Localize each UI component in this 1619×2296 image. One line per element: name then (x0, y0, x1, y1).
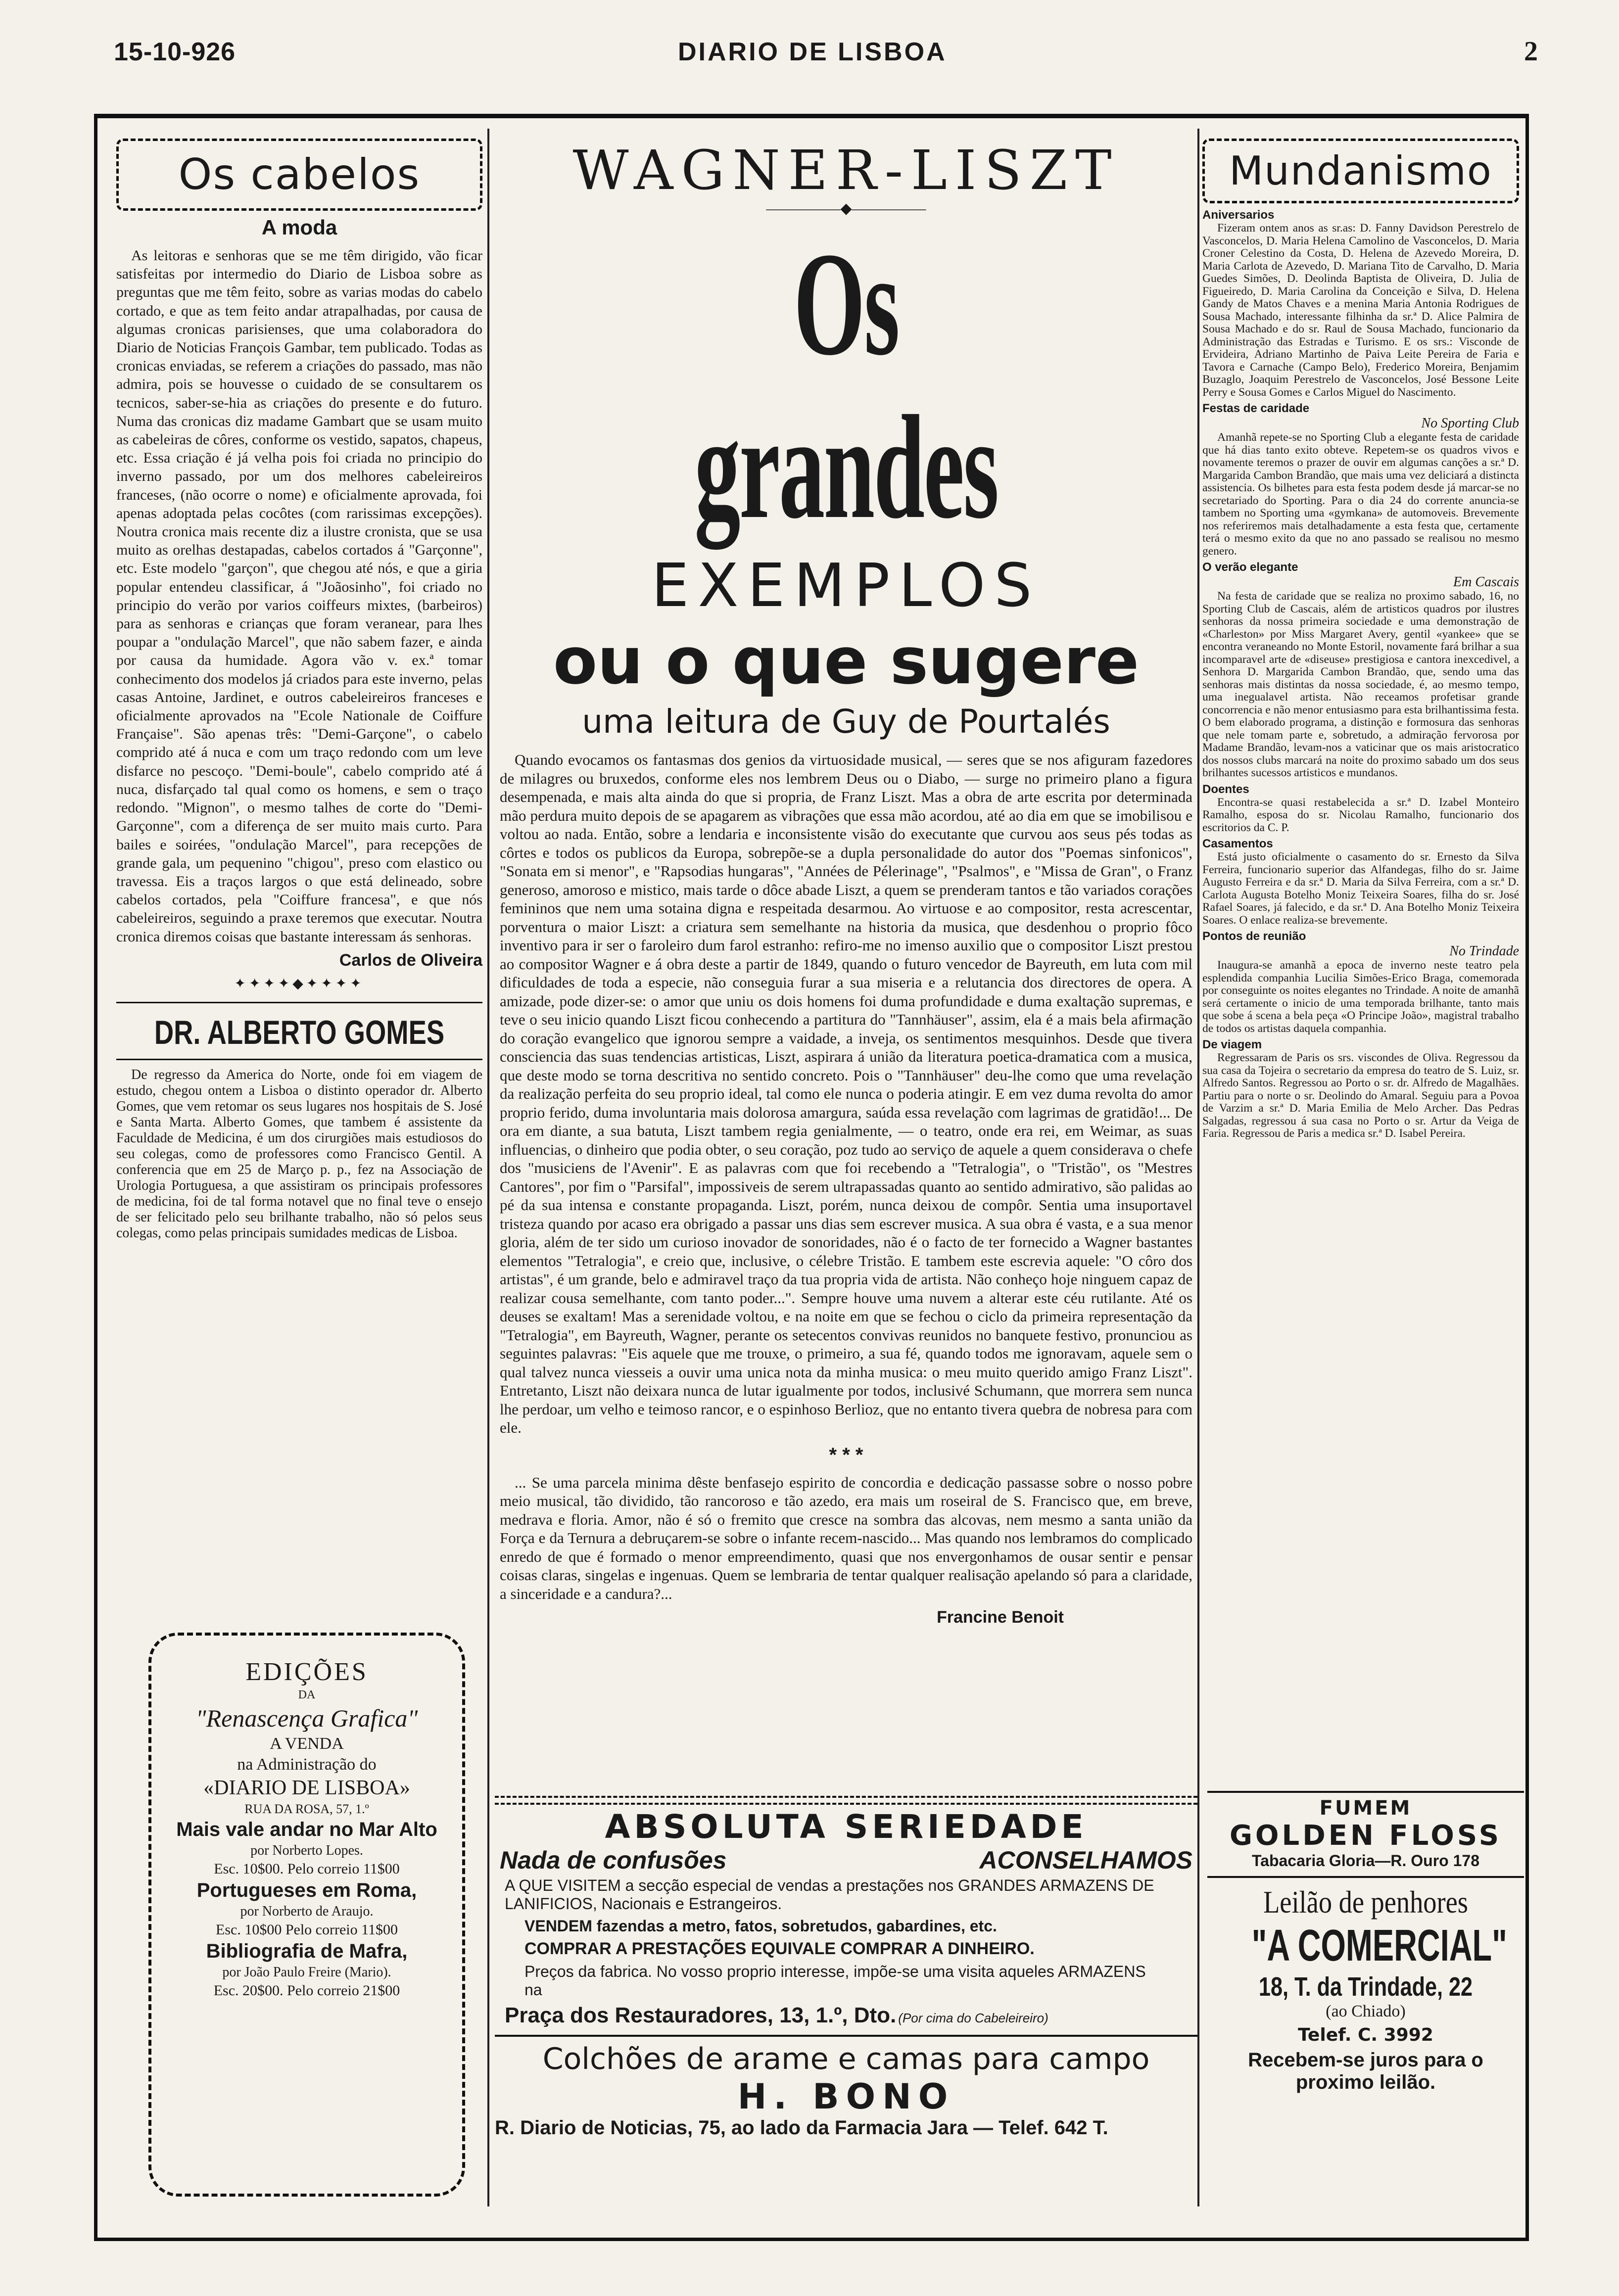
ad-address: R. Diario de Noticias, 75, ao lado da Farmacia Jara — Telef. 642 T. (495, 2117, 1108, 2139)
ad-text: na Administração do (237, 1755, 377, 1774)
ad-brand: "A COMERCIAL" (1251, 1921, 1507, 1970)
ad-price: Esc. 20$00. Pelo correio 21$00 (213, 1982, 400, 1999)
ad-headline: ABSOLUTA SERIEDADE (605, 1808, 1088, 1846)
ad-address: Praça dos Restauradores, 13, 1.º, Dto. (505, 2003, 897, 2027)
ad-text: RUA DA ROSA, 57, 1.º (244, 1802, 369, 1816)
ad-line (495, 1846, 1197, 1874)
section-subhead-italic: No Trindade (1449, 943, 1519, 959)
divider (495, 2035, 1197, 2037)
left-column (116, 129, 482, 1241)
section-break: * * * (829, 1444, 863, 1466)
article-body: De regresso da America do Norte, onde foi em viagem de estudo, chegou ontem a Lisboa o distinto operador dr. Alberto Gomes, que vem retomar os seus lugares nos hospitais de S. José e Santa Marta. Alberto Gomes, que tambem é assistente da Faculdade de Medicina, é um dos cirurgiões mais estudiosos do seu colegas, como de professores como Francisco Gentil. A conferencia que em 25 de Março p. p., fez na Associação de Urologia Portuguesa, a que assistiram os principais professores de medicina, foi de tal forma notavel que no final teve o ensejo de ser felicitado pelo seu brilhante trabalho, não só pelos seus colegas, como pelas principais sumidades medicas de Lisboa. (116, 1067, 482, 1241)
ad-book-title: Portugueses em Roma, (196, 1879, 417, 1901)
divider (1207, 1876, 1524, 1878)
ad-text: A VENDA (270, 1734, 344, 1753)
ad-phone: Telef. C. 3992 (1298, 2025, 1433, 2045)
ad-text: Preços da fabrica. No vosso proprio interesse, impõe-se uma visita aqueles ARMAZENS na (524, 1963, 1146, 1999)
ad-address: 18, T. da Trindade, 22 (1258, 1972, 1473, 2002)
page-number: 2 (1524, 36, 1538, 67)
article-author: Francine Benoit (937, 1608, 1064, 1627)
section-subhead-italic: No Sporting Club (1421, 416, 1519, 431)
article-body: Está justo oficialmente o casamento do sr. Ernesto da Silva Ferreira, funcionario superior das Alfandegas, filho do sr. Jaime Augusto Ferreira e da sr.ª D. Maria da Silva Ferreira, com a sr.ª D. Carlota Augusta Botelho Moniz Teixeira Soares, filha do sr. José Rafael Soares, já falecido, e da sr.ª D. Ana Botelho Moniz Teixeira Soares. O enlace realiza-se brevemente. (1202, 850, 1519, 927)
ad-text: VENDEM fazendas a metro, fatos, sobretudos, gabardines, etc. (524, 1917, 997, 1935)
ad-text: por Norberto de Araujo. (240, 1904, 374, 1919)
article-body: Inaugura-se amanhã a epoca de inverno neste teatro pela esplendida companhia Lucilia Simões-Erico Braga, comemorada por conseguinte os noites elegantes no Trindade. A noite de amanhã será certamente o inicio de uma temporada brilhante, tanto mais que sobe á scena a bela peça «O Principe João», magistral trabalho de todos os artistas daquela companhia. (1202, 959, 1519, 1035)
article-kicker: WAGNER-LISZT (572, 139, 1120, 202)
ad-text: «DIARIO DE LISBOA» (203, 1777, 410, 1799)
ad-text: ACONSELHAMOS (979, 1846, 1192, 1874)
section-subhead-italic: Em Cascais (1453, 574, 1519, 590)
divider (116, 1059, 482, 1060)
ad-text: COMPRAR A PRESTAÇÕES EQUIVALE COMPRAR A DINHEIRO. (524, 1939, 1035, 1958)
article-body: Regressaram de Paris os srs. viscondes de Oliva. Regressou da sua casa da Tojeira o secretario da empresa do teatro de S. Luiz, sr. Alfredo Santos. Regressou ao Porto o sr. dr. Alfredo de Magalhães. Partiu para o norte o sr. Deolindo do Amaral. Seguiu para a Povoa de Varzim a sr.ª D. Maria Emilia de Melo Archer. Das Pedras Salgadas, regressou á sua casa no Porto o sr. Artur da Veiga de Faria. Regressou de Paris a medica sr.ª D. Isabel Pereira. (1202, 1051, 1519, 1140)
section-subhead: Festas de caridade (1202, 402, 1310, 415)
ad-price: Esc. 10$00 Pelo correio 11$00 (216, 1921, 398, 1938)
column-rule-left (487, 129, 489, 2206)
article-author: Carlos de Oliveira (339, 950, 482, 970)
right-column (1202, 129, 1519, 1140)
article-body: Na festa de caridade que se realiza no proximo sabado, 16, no Sporting Club de Cascais, além de artisticos quadros por ilustres senhoras da nossa primeira sociedade e uma demonstração de «Charleston» por Miss Margaret Avery, gentil «yankee» que se encontra veraneando no Monte Estoril, novamente fará brilhar a sua incomparavel arte de «diseuse» prestigiosa e cantora inexcedivel, a Senhora D. Margarida Cambon Brandão, que, sendo uma das senhoras mais distintas da nossa sociedade, é, ao mesmo tempo, uma inegualavel artista. Não receamos profetisar grande concorrencia e não menor entusiasmo para esta brilhantissima festa. O bem elaborado programa, a distinção e formosura das senhoras que nele tomam parte e, sobretudo, a admiração fervorosa por Madame Brandão, levam-nos a vaticinar que os mais aristocratico dos nossos clubs marcará na noite do proximo sabado um dos seus brilhantes sucessos artisticos e mundanos. (1202, 590, 1519, 779)
section-title: Mundanismo (1229, 148, 1492, 194)
ad-absoluta-seriedade (495, 1796, 1197, 2139)
ad-text: (ao Chiado) (1326, 2002, 1406, 2020)
ad-text: por João Paulo Freire (Mario). (222, 1965, 391, 1980)
section-box-mundanismo (1202, 139, 1519, 203)
section-subhead: Pontos de reunião (1202, 930, 1306, 943)
ad-address: Tabacaria Gloria—R. Ouro 178 (1251, 1852, 1479, 1870)
ad-text: Colchões de arame e camas para campo (542, 2042, 1150, 2076)
ad-brand: "Renascença Grafica" (195, 1704, 418, 1732)
section-title: Os cabelos (178, 150, 421, 199)
article-body: Encontra-se quasi restabelecida a sr.ª D. Izabel Monteiro Ramalho, esposa do sr. Nicolau Ramalho, funcionario dos escritorios da C. P. (1202, 796, 1519, 834)
ad-text: (Por cima do Cabeleireiro) (898, 2011, 1048, 2025)
section-subhead: Casamentos (1202, 837, 1273, 850)
column-rule-right (1197, 129, 1199, 2206)
section-box-os-cabelos (116, 139, 482, 211)
article-body: ... Se uma parcela minima dêste benfasejo espirito de concordia e dedicação passasse sobre o nosso pobre meio musical, tão dividido, tão rancoroso e tão azedo, era mais um roseiral de S. Francisco que, em breve, medrava e floria. Amor, não é só o fremito que cresce na sombra das alcovas, nem mesmo a santa união da Força e da Ternura a debruçarem-se sobre o infante recem-nascido... Mas quando nos lembramos do complicado enredo de que é formado o menor empreendimento, quasi que nos envergonhamos de ousar sentir e pensar coisas claras, singelas e ingenuas. Quem se lembraria de tentar qualquer realisação apelando só para a claridade, a sinceridade e a candura?... (500, 1473, 1192, 1602)
ad-text: A QUE VISITEM a secção especial de vendas a prestações nos GRANDES ARMAZENS DE LANIFICIOS, Nacionais e Estrangeiros. (505, 1876, 1154, 1913)
section-subhead: Doentes (1202, 782, 1249, 796)
divider (116, 1002, 482, 1003)
article-headline-3: ou o que sugere (553, 623, 1140, 699)
ad-text: por Norberto Lopes. (250, 1843, 363, 1858)
header-date: 15-10-926 (114, 38, 236, 66)
ad-headline: Leilão de penhores (1263, 1884, 1468, 1920)
divider (495, 1796, 1197, 1805)
article-body: Fizeram ontem anos as sr.as: D. Fanny Davidson Perestrelo de Vasconcelos, D. Maria Helena Camolino de Vasconcelos, D. Maria Croner Celestino da Costa, D. Helena de Azevedo Moreira, D. Maria Carlota de Azevedo, D. Mariana Tito de Carvalho, D. Maria Guedes Simões, D. Deolinda Baptista de Oliveira, D. Julia de Figueiredo, D. Maria Carolina da Conceição e Silva, D. Helena Gandy de Matos Chaves e a menina Maria Antonia Rodrigues de Sousa Machado, interessante filhinha da sr.ª D. Alice Palmira de Sousa Machado e do sr. Raul de Sousa Machado, funcionario da Administração das Estradas e Turismo. E os srs.: Visconde de Ervideira, Adriano Martinho de Paiva Leite Pereira de Faria e Tavora e Carnache (Campo Belo), Frederico Moreira, Benjamim Buzaglo, Joaquim Perestrelo de Vasconcelos, José Bessone Leite Perry e Sousa Gomes e Carlos Miguel do Nascimento. (1202, 222, 1519, 399)
article-body: As leitoras e senhoras que se me têm dirigido, vão ficar satisfeitas por intermedio do Diario de Lisboa sobre as preguntas que me têm feito, sobre as varias modas do cabelo cortado, e que as tem feito andar atrapalhadas, por causa de algumas cronicas parisienses, que uma colaboradora do Diario de Noticias François Gambar, tem publicado. Todas as cronicas enviadas, se referem a criações do passado, mas não admira, pois se houvesse o cuidado de se consultarem os tecnicos, saber-se-hia as criações do presente e do futuro. Numa das cronicas diz madame Gambart que se usam muito as cabeleiras de côres, conforme os vestido, sapatos, chapeus, etc. Essa criação é já velha pois foi criada no principio do inverno passado, por um dos melhores cabeleireiros franceses, (não ocorre o nome) e oficialmente aprovada, foi apenas adoptada pelas cocôtes (com rarissimas excepções). Noutra cronica mais recente diz a ilustre cronista, que se usa muito as orelhas destapadas, cabelos cortados á "Garçonne", etc. Este modelo "garçon", que chegou até nós, e que a giria popular entendeu classificar, á "Joãosinho", foi criado no principio do verão por varios coiffeurs mixtes, (barbeiros) para as senhoras e crianças que foram veranear, para lhes poupar a "ondulação Marcel", que não sabem fazer, e ainda por causa da humidade. Agora vão v. ex.ª tomar conhecimento dos modelos já criados para este inverno, pelas casas Antoine, Jardinet, e outros cabeleireiros franceses e oficialmente aprovados na "Ecole Nationale de Coiffure Française". São apenas três: "Demi-Garçone", o cabelo comprido até á nuca e com um traço redondo com um leve disfarce no pescoço. "Demi-boule", cabelo comprido até á nuca, disfarçado tal qual como os homens, e sem o traço redondo. "Mignon", o mesmo talhes de corte do "Demi-Garçonne", com a diferença de ser muito mais curto. Para bailes e soirées, "ondulação Marcel", para recepções de grande gala, um pequenino "chigou", preso com elastico ou travessa. Eis a traços largos o que está delineado, sobre cabelos cortados, pela "Coiffure francesa", e que nós cabeleireiros, seguindo a praxe teremos que executar. Noutra cronica diremos coisas que bastante interessam ás senhoras. (116, 247, 482, 945)
ad-fumem-leilao (1207, 1791, 1524, 2094)
article-subtitle: uma leitura de Guy de Pourtalés (582, 703, 1110, 741)
ad-edicoes (148, 1633, 465, 2197)
ad-brand: GOLDEN FLOSS (1229, 1820, 1502, 1852)
ad-text: FUMEM (1319, 1797, 1412, 1820)
ad-book-title: Mais vale andar no Mar Alto (176, 1819, 437, 1840)
ad-text: Recebem-se juros para o proximo leilão. (1248, 2049, 1483, 2093)
article-headline: DR. ALBERTO GOMES (154, 1013, 445, 1051)
ad-text: DA (298, 1688, 316, 1701)
newspaper-title: DIARIO DE LISBOA (678, 38, 947, 66)
ad-brand: H. BONO (737, 2076, 955, 2117)
article-headline-2: EXEMPLOS (651, 552, 1041, 620)
divider (1207, 1791, 1524, 1793)
ad-book-title: Bibliografia de Mafra, (206, 1940, 408, 1962)
ad-text: Nada de confusões (500, 1846, 727, 1874)
article-body: Amanhã repete-se no Sporting Club a elegante festa de caridade que há dias tanto exito obteve. Repetem-se os quadros vivos e novamente teremos o prazer de ouvir em algumas canções a sr.ª D. Margarida Cambon Brandão, que mais uma vez deliciará a distincta assistencia. Os bilhetes para esta festa podem desde já marcar-se no secretariado do Sporting. Para o dia 24 do corrente anuncia-se tambem no Sporting uma «gymkana» de automoveis. Brevemente nos referiremos mais detalhadamente a esta festa que, certamente terá o mesmo exito da que no ano passado se realisou no mesmo genero. (1202, 431, 1519, 558)
ad-line (495, 2001, 1197, 2030)
ornament: ✦✦✦✦◆✦✦✦✦ (234, 976, 365, 991)
divider: —————◆————— (766, 200, 926, 217)
ad-price: Esc. 10$00. Pelo correio 11$00 (214, 1861, 400, 1877)
section-subhead: O verão elegante (1202, 561, 1298, 574)
article-body: Quando evocamos os fantasmas dos genios da virtuosidade musical, — seres que se nos afiguram fazedores de milagres ou bruxedos, conforme eles nos lembrem Deus ou o Diabo, — surge no primeiro plano a figura desempenada, e mais alta ainda do que si propria, de Franz Liszt. Mas a obra de arte escrita por determinada mão perdura muito depois de se apagarem as vibrações que essa mão acordou, até ao dia em que se imobilisou e voltou ao nada. Então, sobre a lendaria e inconsistente visão do executante que curvou aos seus pés todas as côrtes e todos os publicos da Europa, sobrepõe-se a dupla personalidade do autor dos "Poemas sinfonicos", "Sonata em si menor", e "Rapsodias hungaras", "Années de Pélerinage", "Psalmos", e "Missa de Gran", o Franz generoso, amoroso e mistico, mais tarde o dôce abade Liszt, a quem se prenderam tantos e tão variados corações femininos que nem uma sotaina digna e respeitada desarmou. Ao virtuose e ao compositor, resta acrescentar, porventura o maior Liszt: a criatura sem semelhante na historia da musica, que desdenhou o proprio fôco inventivo para ir ser o faroleiro dum farol estranho: refiro-me no imenso auxilio que o compositor Liszt prestou ao compositor Wagner e á obra deste a partir de 1849, quando o futuro vencedor de Bayreuth, em luta com mil dificuldades de toda a especie, não conseguia furar a sua miseria e a relutancia dos directores de opera. A amizade, pode dizer-se: o amor que uniu os dois homens foi duma profundidade e duma exaltação supremas, e teve o seu inicio quando Liszt ficou conhecendo a partitura do "Tannhäuser", assim, ela é a mais bela afirmação do coração evangelico que ignorou sempre a vaidade, a inveja, os sentimentos mesquinhos. Desde que tivera consciencia das suas tendencias artisticas, Liszt, aspirara á união da literatura poetica-dramatica com a musica, que deste modo se torna descritiva no sentido concreto. Pois o "Tannhäuser" deu-lhe como que uma revelação da realização perfeita do seu proprio ideal, tal como ele nunca o poderia atingir. E em vez duma revolta do amor proprio ferido, duma involuntaria mais dolorosa amargura, saúda essa revelação com lagrimas de gratidão!... De ora em diante, a sua batuta, Liszt tambem regia genialmente, — o teatro, onde era rei, em Weimar, as suas influencias, o dinheiro que podia obter, o seu coração, poz tudo ao serviço de aquele a quem considerava o chefe dos "musiciens de l'Avenir". E as palavras com que foi recebendo a "Tetralogia", o "Tristão", os "Mestres Cantores", por fim o "Parsifal", impossiveis de serem ultrapassadas quanto ao sentido admirativo, são palidas ao pé da sua intensa e constante propaganda. Liszt, porém, nunca deixou de compôr. Sentia uma insuportavel tristeza quando por acaso era obrigado a passar uns dias sem escrever musica. A sua obra é vasta, e a sua menor gloria, além de ter sido um curioso inovador de sonoridades, não é o facto de ter fornecido a Wagner bastantes elementos "Tetralogia", e creio que, inclusive, o célebre Tristão. E tambem este escrevia aquele: "O côro dos artistas", é um grande, belo e admiravel traço da tua propria vida de artista. Não conheço hoje ninguem capaz de realizar cousa semelhante, com tanto poder...". Sempre houve uma nuvem a alterar este céu rutilante. Até os deuses se exaltam! Mas a serenidade voltou, e na noite em que se fechou o ciclo da primeira representação da "Tetralogia", em Bayreuth, Wagner, perante os setecentos convivas reunidos no banquete festivo, pronunciou as seguintes palavras: "Eis aquele que me trouxe, o primeiro, a sua fé, quando todos me ignoravam, aquele sem o qual talvez nunca viesseis a ouvir uma unica nota da minha musica: o meu muito querido amigo Franz Liszt". Entretanto, Liszt não deixara nunca de lutar igualmente por todos, inclusivé Schumann, que morrera sem nunca lhe perdoar, um velho e teimoso rancor, e o espinhoso Berlioz, que no entanto tivera quebra de nobresa para com ele. (500, 751, 1192, 1436)
article-headline: Os grandes (694, 222, 998, 549)
ad-title: EDIÇÕES (245, 1658, 368, 1686)
article-subhead: A moda (261, 216, 337, 239)
section-subhead: Aniversarios (1202, 208, 1275, 222)
section-subhead: De viagem (1202, 1038, 1262, 1051)
center-column (500, 129, 1192, 1632)
